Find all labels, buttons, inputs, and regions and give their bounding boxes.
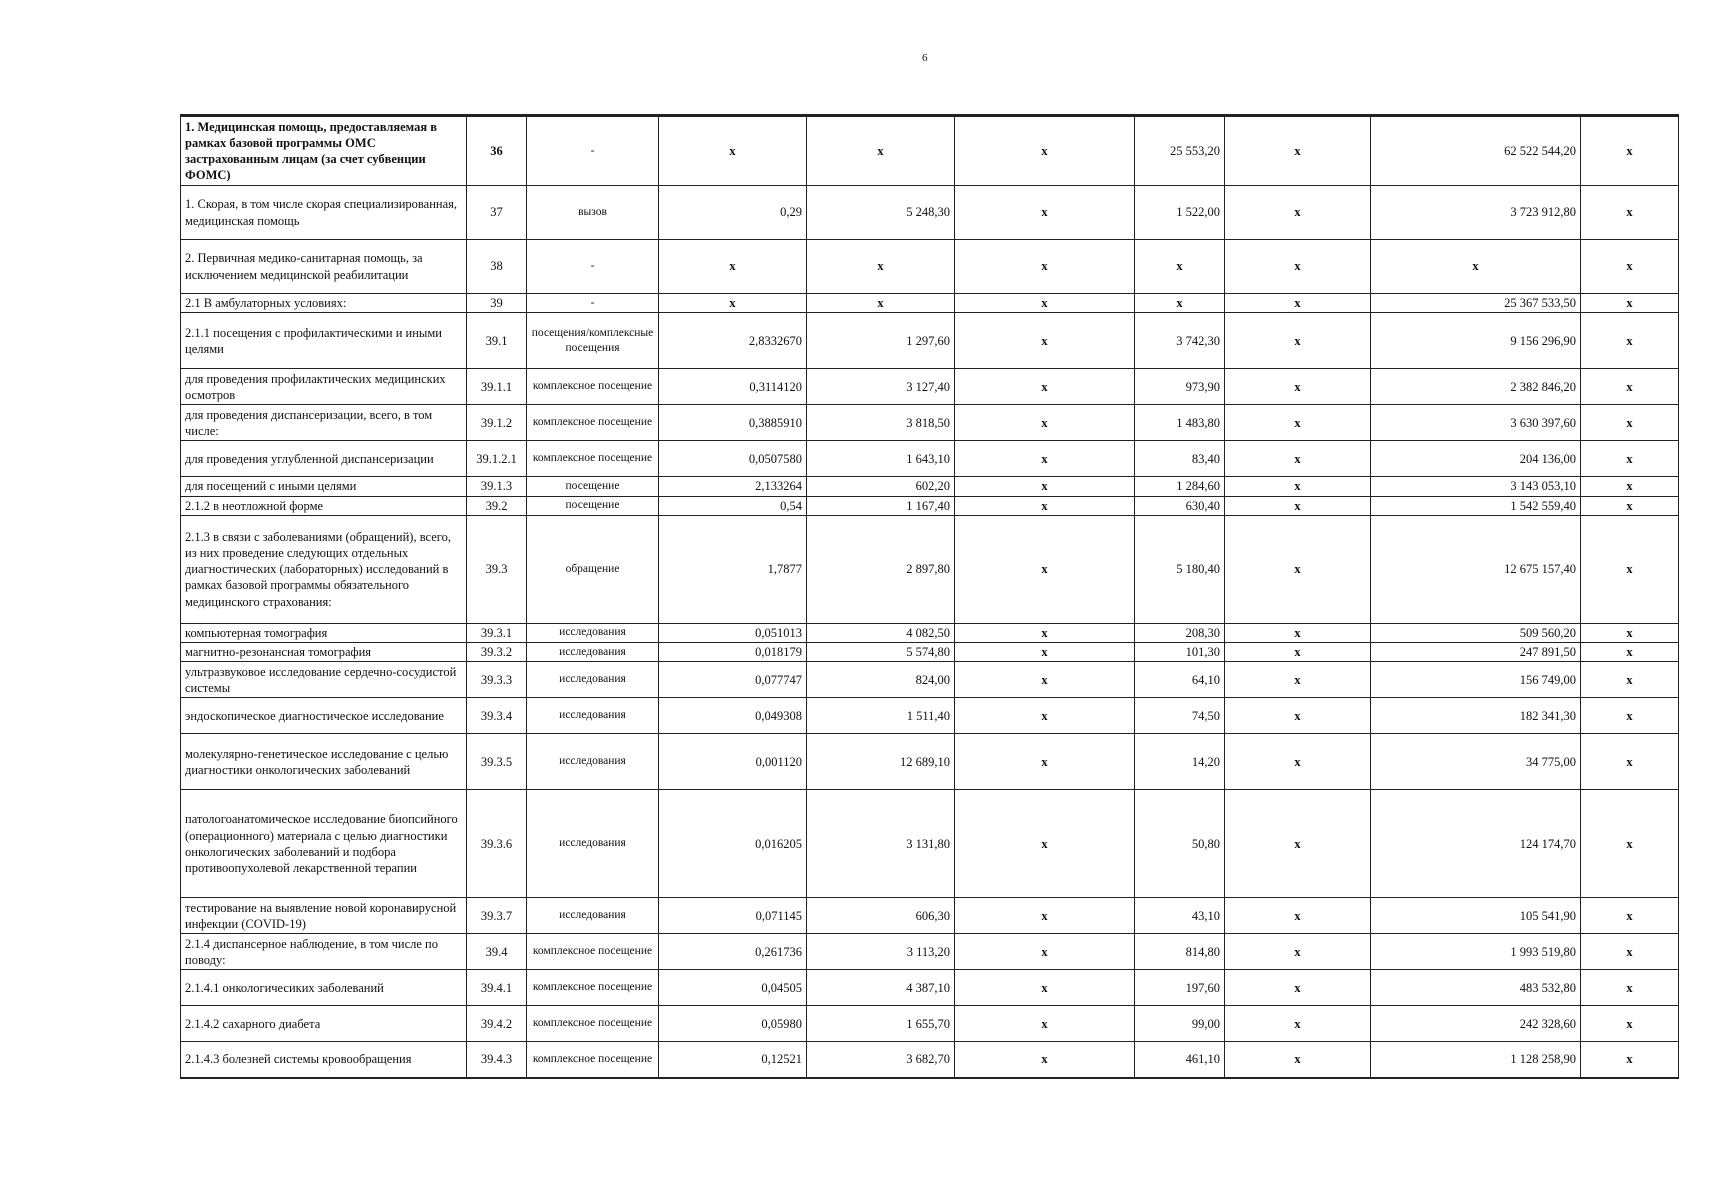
- cell-cost-norm: x: [807, 294, 955, 313]
- cell-name: компьютерная томография: [181, 623, 467, 642]
- cell-col-7: x: [1225, 698, 1371, 734]
- cell-unit: исследования: [527, 662, 659, 698]
- cell-name: ультразвуковое исследование сердечно-сосудистой системы: [181, 662, 467, 698]
- cell-volume-norm: 2,8332670: [659, 313, 807, 369]
- cell-per-capita: 101,30: [1135, 643, 1225, 662]
- cell-volume-norm: 0,05980: [659, 1006, 807, 1042]
- cell-volume-norm: 0,29: [659, 186, 807, 240]
- cell-col-9: x: [1581, 441, 1679, 477]
- cell-per-capita: 1 483,80: [1135, 405, 1225, 441]
- cell-per-capita: 1 284,60: [1135, 477, 1225, 496]
- cell-name: эндоскопическое диагностическое исследование: [181, 698, 467, 734]
- cell-per-capita: 83,40: [1135, 441, 1225, 477]
- cell-row-number: 39.1.1: [467, 369, 527, 405]
- table-row: [181, 1006, 1679, 1042]
- cell-col-9: x: [1581, 698, 1679, 734]
- cell-name: 2.1.4 диспансерное наблюдение, в том числе по поводу:: [181, 934, 467, 970]
- cell-volume-norm: 0,051013: [659, 623, 807, 642]
- cell-row-number: 39.3.7: [467, 898, 527, 934]
- cell-col-5: x: [955, 477, 1135, 496]
- cell-row-number: 38: [467, 240, 527, 294]
- cell-volume-norm: x: [659, 294, 807, 313]
- cell-col-5: x: [955, 790, 1135, 898]
- cell-col-7: x: [1225, 186, 1371, 240]
- cell-col-9: x: [1581, 643, 1679, 662]
- cell-cost-norm: 4 082,50: [807, 623, 955, 642]
- cell-total-cost: 62 522 544,20: [1371, 116, 1581, 186]
- cell-row-number: 39.3.2: [467, 643, 527, 662]
- cell-total-cost: 156 749,00: [1371, 662, 1581, 698]
- cell-unit: исследования: [527, 623, 659, 642]
- cell-unit: обращение: [527, 515, 659, 623]
- cell-row-number: 39.4: [467, 934, 527, 970]
- cell-total-cost: 509 560,20: [1371, 623, 1581, 642]
- cell-col-7: x: [1225, 496, 1371, 515]
- cell-unit: -: [527, 240, 659, 294]
- cell-col-7: x: [1225, 116, 1371, 186]
- cell-total-cost: 3 143 053,10: [1371, 477, 1581, 496]
- cell-total-cost: 247 891,50: [1371, 643, 1581, 662]
- cell-row-number: 39.3.3: [467, 662, 527, 698]
- table-row: [181, 790, 1679, 898]
- cell-volume-norm: 0,018179: [659, 643, 807, 662]
- cell-cost-norm: 3 682,70: [807, 1042, 955, 1078]
- cell-row-number: 39.4.1: [467, 970, 527, 1006]
- cell-row-number: 39.1.2.1: [467, 441, 527, 477]
- cell-unit: посещения/комплексные посещения: [527, 313, 659, 369]
- cell-total-cost: 182 341,30: [1371, 698, 1581, 734]
- cell-cost-norm: 606,30: [807, 898, 955, 934]
- cell-total-cost: 3 630 397,60: [1371, 405, 1581, 441]
- cell-col-9: x: [1581, 934, 1679, 970]
- cell-total-cost: 34 775,00: [1371, 734, 1581, 790]
- cell-total-cost: 12 675 157,40: [1371, 515, 1581, 623]
- cell-name: 2.1.4.2 сахарного диабета: [181, 1006, 467, 1042]
- cell-name: молекулярно-генетическое исследование с целью диагностики онкологических заболеваний: [181, 734, 467, 790]
- cell-volume-norm: 0,261736: [659, 934, 807, 970]
- cell-per-capita: 197,60: [1135, 970, 1225, 1006]
- cell-per-capita: 3 742,30: [1135, 313, 1225, 369]
- cell-per-capita: 461,10: [1135, 1042, 1225, 1078]
- cell-unit: комплексное посещение: [527, 934, 659, 970]
- cell-name: 2. Первичная медико-санитарная помощь, за исключением медицинской реабилитации: [181, 240, 467, 294]
- table-row: [181, 698, 1679, 734]
- cell-col-7: x: [1225, 369, 1371, 405]
- cell-col-9: x: [1581, 313, 1679, 369]
- cell-col-7: x: [1225, 790, 1371, 898]
- cell-name: 2.1.1 посещения с профилактическими и иными целями: [181, 313, 467, 369]
- cell-col-9: x: [1581, 790, 1679, 898]
- cell-col-9: x: [1581, 240, 1679, 294]
- table-row: [181, 623, 1679, 642]
- cell-col-9: x: [1581, 496, 1679, 515]
- cell-col-5: x: [955, 898, 1135, 934]
- cell-total-cost: x: [1371, 240, 1581, 294]
- cell-col-9: x: [1581, 369, 1679, 405]
- cell-total-cost: 242 328,60: [1371, 1006, 1581, 1042]
- cell-cost-norm: 2 897,80: [807, 515, 955, 623]
- cell-cost-norm: 1 643,10: [807, 441, 955, 477]
- cell-name: 2.1.3 в связи с заболеваниями (обращений), всего, из них проведение следующих отдельных диагностических (лабораторных) исследований в рамках базовой программы обязательного медицинского страхования:: [181, 515, 467, 623]
- cell-name: магнитно-резонансная томография: [181, 643, 467, 662]
- cell-unit: исследования: [527, 734, 659, 790]
- cell-col-5: x: [955, 515, 1135, 623]
- cell-per-capita: 630,40: [1135, 496, 1225, 515]
- cell-name: 2.1 В амбулаторных условиях:: [181, 294, 467, 313]
- cell-unit: комплексное посещение: [527, 1006, 659, 1042]
- table-body: [181, 116, 1679, 1078]
- cell-col-7: x: [1225, 623, 1371, 642]
- cell-col-9: x: [1581, 970, 1679, 1006]
- cell-volume-norm: x: [659, 240, 807, 294]
- cell-col-5: x: [955, 369, 1135, 405]
- cell-unit: комплексное посещение: [527, 405, 659, 441]
- cell-name: 1. Скорая, в том числе скорая специализированная, медицинская помощь: [181, 186, 467, 240]
- cell-per-capita: x: [1135, 240, 1225, 294]
- cell-volume-norm: 0,001120: [659, 734, 807, 790]
- cell-name: 2.1.2 в неотложной форме: [181, 496, 467, 515]
- cell-col-5: x: [955, 623, 1135, 642]
- cell-col-7: x: [1225, 643, 1371, 662]
- cell-unit: комплексное посещение: [527, 970, 659, 1006]
- cell-volume-norm: 0,04505: [659, 970, 807, 1006]
- cell-col-5: x: [955, 294, 1135, 313]
- cell-col-5: x: [955, 405, 1135, 441]
- cell-col-5: x: [955, 1042, 1135, 1078]
- cell-total-cost: 105 541,90: [1371, 898, 1581, 934]
- cell-volume-norm: 0,049308: [659, 698, 807, 734]
- table-row: [181, 515, 1679, 623]
- cell-per-capita: 64,10: [1135, 662, 1225, 698]
- cell-unit: комплексное посещение: [527, 369, 659, 405]
- cell-per-capita: x: [1135, 294, 1225, 313]
- cell-per-capita: 208,30: [1135, 623, 1225, 642]
- cell-col-7: x: [1225, 405, 1371, 441]
- cell-col-5: x: [955, 186, 1135, 240]
- cell-col-5: x: [955, 496, 1135, 515]
- cell-volume-norm: 0,077747: [659, 662, 807, 698]
- cell-name: тестирование на выявление новой коронавирусной инфекции (COVID-19): [181, 898, 467, 934]
- cell-col-7: x: [1225, 313, 1371, 369]
- cell-total-cost: 2 382 846,20: [1371, 369, 1581, 405]
- table-row: [181, 970, 1679, 1006]
- cell-col-7: x: [1225, 441, 1371, 477]
- cell-col-5: x: [955, 643, 1135, 662]
- table-row: [181, 116, 1679, 186]
- cell-volume-norm: 0,0507580: [659, 441, 807, 477]
- cell-col-7: x: [1225, 477, 1371, 496]
- table-row: [181, 441, 1679, 477]
- cell-unit: посещение: [527, 477, 659, 496]
- cell-col-9: x: [1581, 662, 1679, 698]
- cell-row-number: 39.4.2: [467, 1006, 527, 1042]
- cell-cost-norm: 3 818,50: [807, 405, 955, 441]
- cell-volume-norm: x: [659, 116, 807, 186]
- table-row: [181, 934, 1679, 970]
- cell-total-cost: 483 532,80: [1371, 970, 1581, 1006]
- page-number: 6: [922, 52, 928, 64]
- cell-col-7: x: [1225, 294, 1371, 313]
- cell-total-cost: 3 723 912,80: [1371, 186, 1581, 240]
- cell-name: для проведения профилактических медицинских осмотров: [181, 369, 467, 405]
- cell-name: для посещений с иными целями: [181, 477, 467, 496]
- cell-volume-norm: 0,54: [659, 496, 807, 515]
- cell-col-7: x: [1225, 662, 1371, 698]
- cell-row-number: 39.4.3: [467, 1042, 527, 1078]
- cell-name: 2.1.4.3 болезней системы кровообращения: [181, 1042, 467, 1078]
- cell-row-number: 39.3.4: [467, 698, 527, 734]
- cell-col-9: x: [1581, 1006, 1679, 1042]
- cell-volume-norm: 0,016205: [659, 790, 807, 898]
- cell-cost-norm: 3 113,20: [807, 934, 955, 970]
- cell-cost-norm: 1 167,40: [807, 496, 955, 515]
- cell-per-capita: 14,20: [1135, 734, 1225, 790]
- cell-col-9: x: [1581, 405, 1679, 441]
- cell-col-7: x: [1225, 934, 1371, 970]
- table-row: [181, 477, 1679, 496]
- cell-col-7: x: [1225, 1042, 1371, 1078]
- cell-col-9: x: [1581, 734, 1679, 790]
- cell-unit: исследования: [527, 790, 659, 898]
- table-row: [181, 643, 1679, 662]
- cell-col-7: x: [1225, 898, 1371, 934]
- cell-col-5: x: [955, 970, 1135, 1006]
- cell-unit: -: [527, 294, 659, 313]
- table-row: [181, 294, 1679, 313]
- table-row: [181, 1042, 1679, 1078]
- cell-row-number: 39.2: [467, 496, 527, 515]
- cell-unit: исследования: [527, 698, 659, 734]
- cell-col-5: x: [955, 698, 1135, 734]
- cell-per-capita: 50,80: [1135, 790, 1225, 898]
- cell-cost-norm: 602,20: [807, 477, 955, 496]
- cell-cost-norm: 824,00: [807, 662, 955, 698]
- cell-col-9: x: [1581, 477, 1679, 496]
- cell-cost-norm: x: [807, 240, 955, 294]
- table-row: [181, 405, 1679, 441]
- cell-unit: посещение: [527, 496, 659, 515]
- cell-col-5: x: [955, 934, 1135, 970]
- cell-volume-norm: 1,7877: [659, 515, 807, 623]
- cell-per-capita: 43,10: [1135, 898, 1225, 934]
- cell-col-5: x: [955, 734, 1135, 790]
- cell-cost-norm: 4 387,10: [807, 970, 955, 1006]
- cell-col-5: x: [955, 116, 1135, 186]
- cell-volume-norm: 0,3114120: [659, 369, 807, 405]
- cell-cost-norm: 12 689,10: [807, 734, 955, 790]
- cell-unit: исследования: [527, 643, 659, 662]
- cell-total-cost: 124 174,70: [1371, 790, 1581, 898]
- cell-unit: комплексное посещение: [527, 441, 659, 477]
- cell-name: 2.1.4.1 онкологичесиких заболеваний: [181, 970, 467, 1006]
- cell-row-number: 39.1: [467, 313, 527, 369]
- cell-col-9: x: [1581, 623, 1679, 642]
- cell-col-9: x: [1581, 515, 1679, 623]
- cell-total-cost: 9 156 296,90: [1371, 313, 1581, 369]
- cell-col-7: x: [1225, 734, 1371, 790]
- table-row: [181, 186, 1679, 240]
- cell-total-cost: 204 136,00: [1371, 441, 1581, 477]
- cell-col-9: x: [1581, 294, 1679, 313]
- cell-volume-norm: 0,3885910: [659, 405, 807, 441]
- cell-cost-norm: 1 655,70: [807, 1006, 955, 1042]
- cell-per-capita: 814,80: [1135, 934, 1225, 970]
- cell-col-7: x: [1225, 515, 1371, 623]
- cell-per-capita: 973,90: [1135, 369, 1225, 405]
- table-row: [181, 313, 1679, 369]
- table-row: [181, 496, 1679, 515]
- cell-col-9: x: [1581, 898, 1679, 934]
- cell-row-number: 37: [467, 186, 527, 240]
- cell-cost-norm: x: [807, 116, 955, 186]
- table-row: [181, 662, 1679, 698]
- cell-cost-norm: 3 131,80: [807, 790, 955, 898]
- cell-cost-norm: 5 574,80: [807, 643, 955, 662]
- cell-col-5: x: [955, 441, 1135, 477]
- cell-unit: исследования: [527, 898, 659, 934]
- cell-col-5: x: [955, 313, 1135, 369]
- cell-volume-norm: 0,071145: [659, 898, 807, 934]
- cell-col-7: x: [1225, 970, 1371, 1006]
- cell-row-number: 39.3.5: [467, 734, 527, 790]
- cell-total-cost: 25 367 533,50: [1371, 294, 1581, 313]
- cell-col-5: x: [955, 240, 1135, 294]
- cell-name: для проведения углубленной диспансеризации: [181, 441, 467, 477]
- cell-name: 1. Медицинская помощь, предоставляемая в рамках базовой программы ОМС застрахованным лицам (за счет субвенции ФОМС): [181, 116, 467, 186]
- cell-row-number: 39.3.1: [467, 623, 527, 642]
- cell-col-7: x: [1225, 240, 1371, 294]
- table-row: [181, 240, 1679, 294]
- cell-cost-norm: 5 248,30: [807, 186, 955, 240]
- cell-col-9: x: [1581, 116, 1679, 186]
- cell-name: для проведения диспансеризации, всего, в том числе:: [181, 405, 467, 441]
- cell-per-capita: 5 180,40: [1135, 515, 1225, 623]
- cell-row-number: 39.3: [467, 515, 527, 623]
- cell-total-cost: 1 993 519,80: [1371, 934, 1581, 970]
- cell-row-number: 39.1.3: [467, 477, 527, 496]
- table-row: [181, 369, 1679, 405]
- cell-per-capita: 25 553,20: [1135, 116, 1225, 186]
- tariff-table: [180, 114, 1679, 1079]
- cell-col-5: x: [955, 1006, 1135, 1042]
- table-row: [181, 898, 1679, 934]
- cell-row-number: 36: [467, 116, 527, 186]
- cell-unit: -: [527, 116, 659, 186]
- cell-per-capita: 99,00: [1135, 1006, 1225, 1042]
- cell-col-9: x: [1581, 186, 1679, 240]
- cell-total-cost: 1 128 258,90: [1371, 1042, 1581, 1078]
- cell-row-number: 39.3.6: [467, 790, 527, 898]
- cell-unit: вызов: [527, 186, 659, 240]
- cell-cost-norm: 1 511,40: [807, 698, 955, 734]
- table-row: [181, 734, 1679, 790]
- cell-total-cost: 1 542 559,40: [1371, 496, 1581, 515]
- cell-per-capita: 1 522,00: [1135, 186, 1225, 240]
- cell-per-capita: 74,50: [1135, 698, 1225, 734]
- cell-unit: комплексное посещение: [527, 1042, 659, 1078]
- cell-col-7: x: [1225, 1006, 1371, 1042]
- cell-row-number: 39: [467, 294, 527, 313]
- cell-volume-norm: 2,133264: [659, 477, 807, 496]
- cell-cost-norm: 1 297,60: [807, 313, 955, 369]
- cell-volume-norm: 0,12521: [659, 1042, 807, 1078]
- cell-name: патологоанатомическое исследование биопсийного (операционного) материала с целью диагностики онкологических заболеваний и подбора противоопухолевой лекарственной терапии: [181, 790, 467, 898]
- cell-row-number: 39.1.2: [467, 405, 527, 441]
- cell-col-9: x: [1581, 1042, 1679, 1078]
- cell-col-5: x: [955, 662, 1135, 698]
- cell-cost-norm: 3 127,40: [807, 369, 955, 405]
